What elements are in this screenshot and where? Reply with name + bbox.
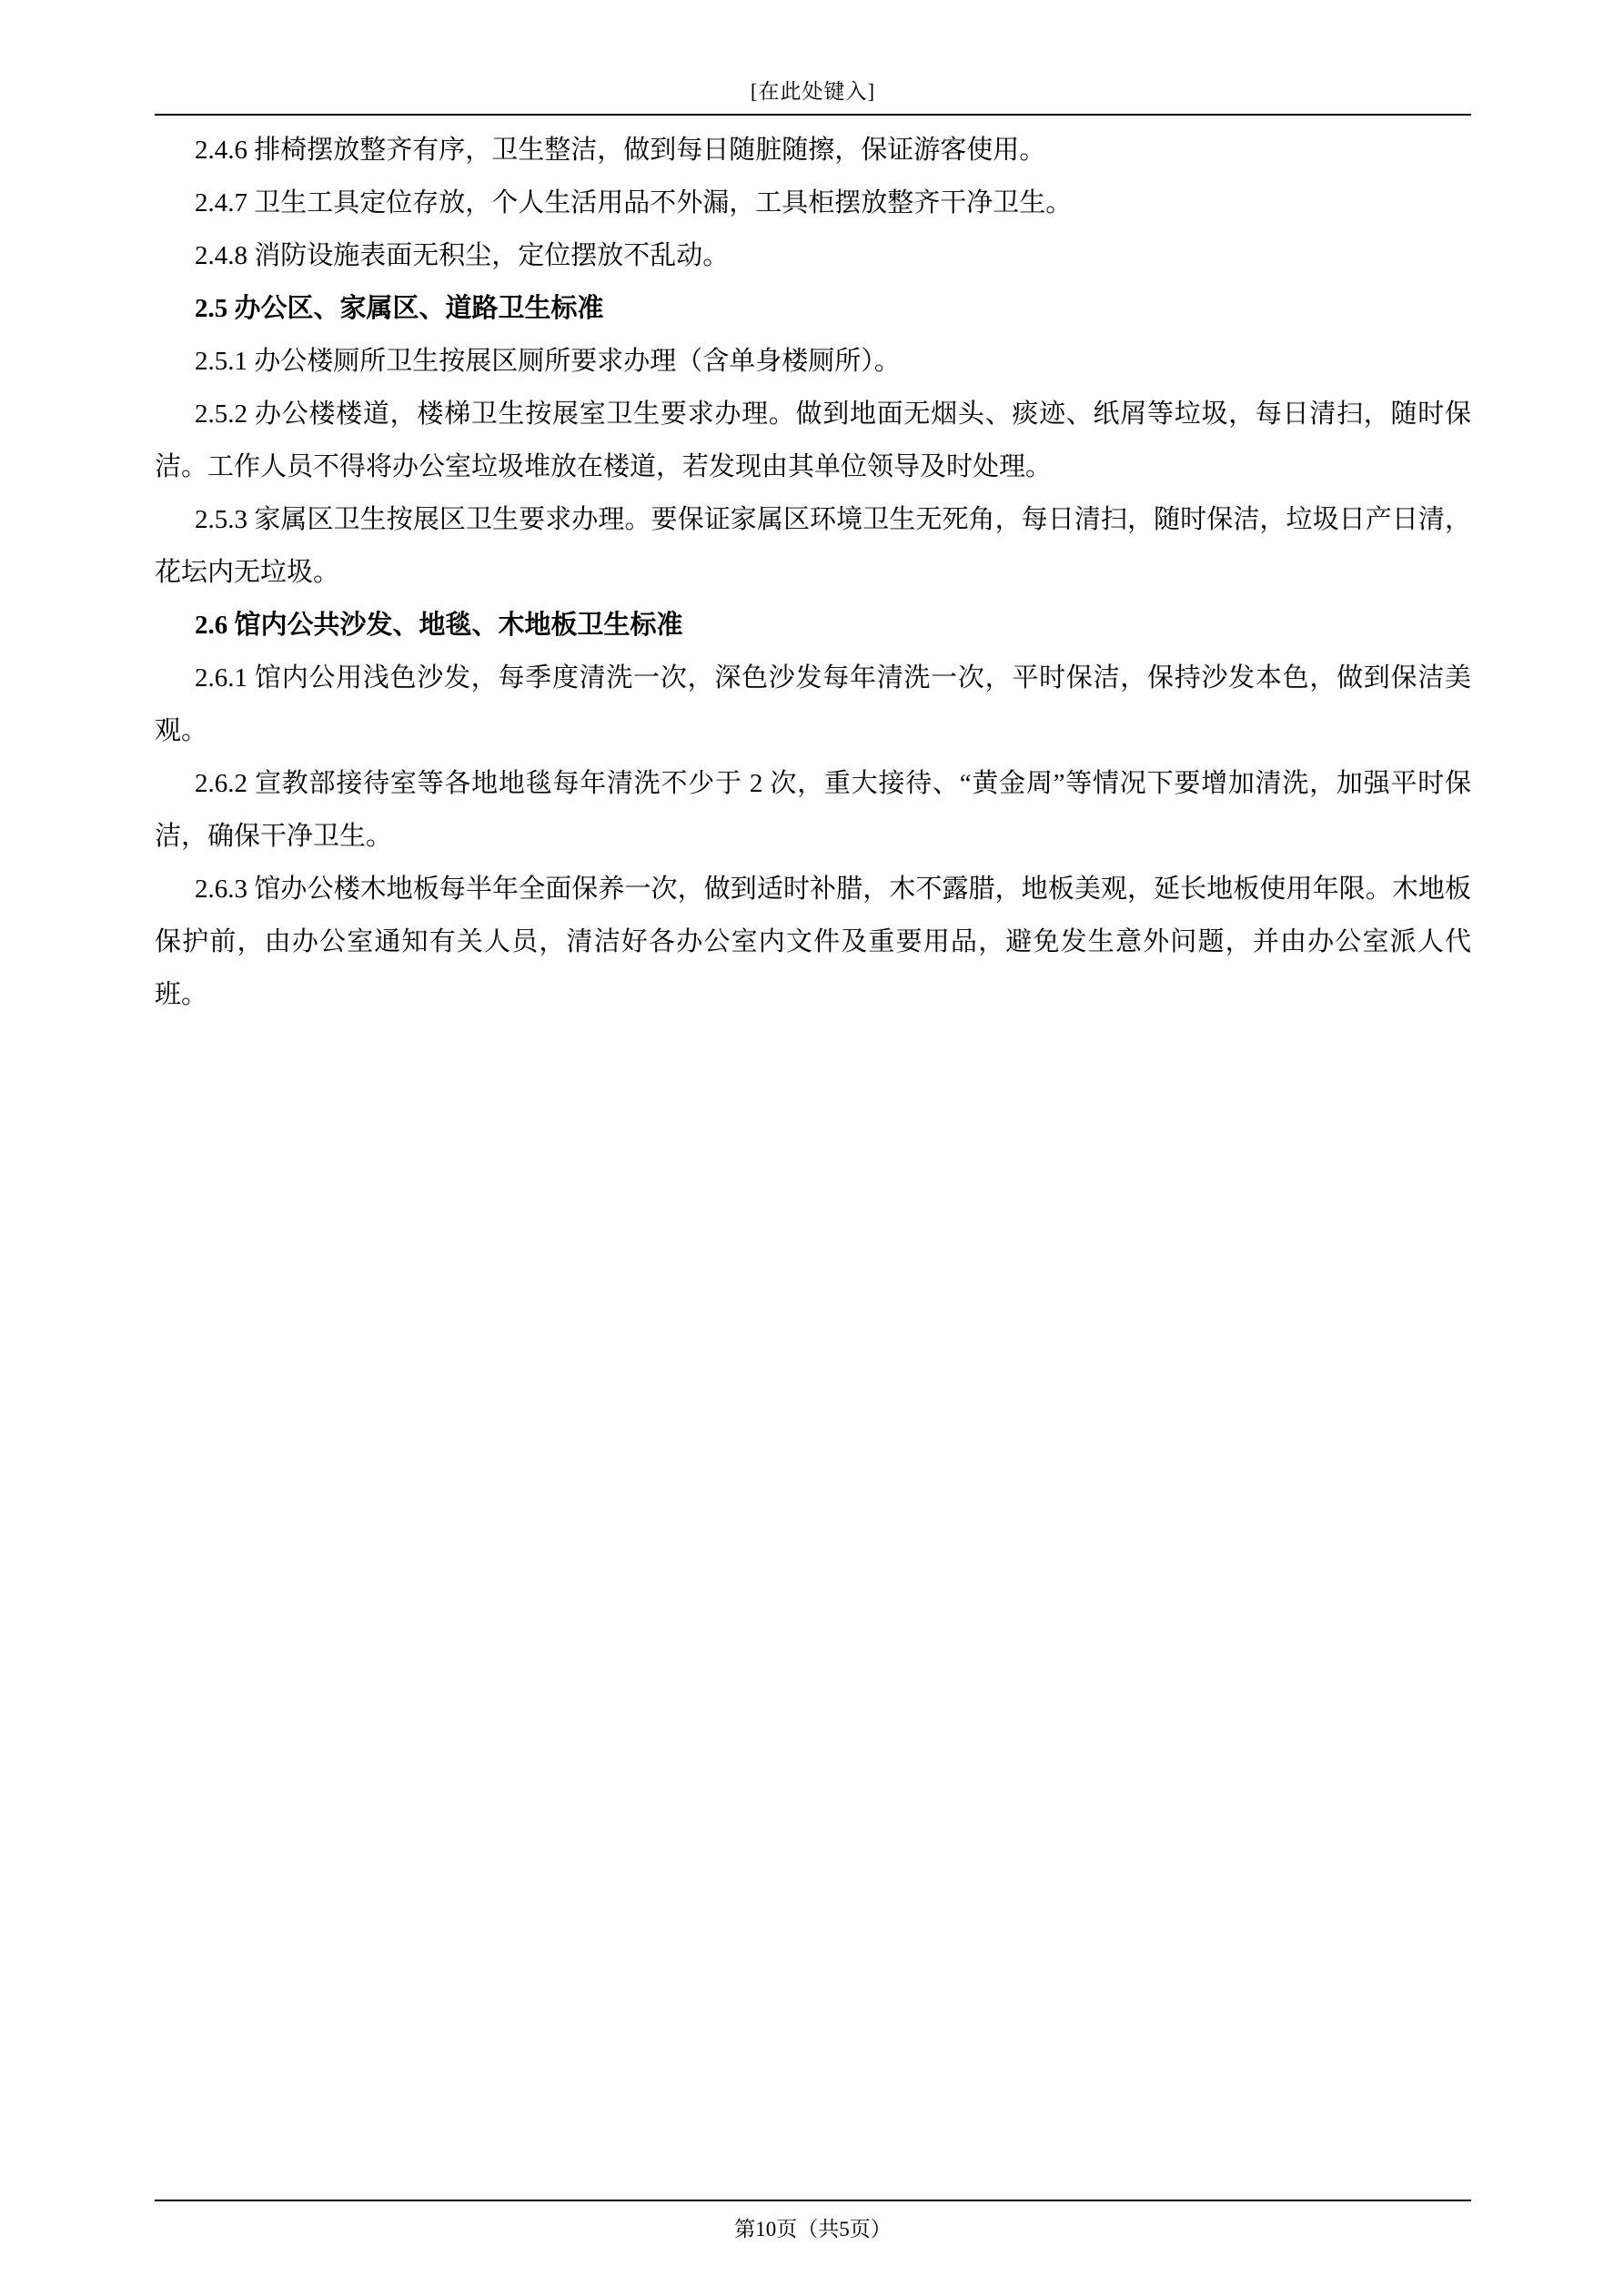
paragraph: 2.4.7 卫生工具定位存放，个人生活用品不外漏，工具柜摆放整齐干净卫生。 — [195, 188, 1073, 217]
section-heading: 2.6 馆内公共沙发、地毯、木地板卫生标准 — [195, 611, 683, 640]
header-rule — [155, 114, 1471, 116]
page-footer — [155, 2200, 1471, 2242]
paragraph: 2.6.2 宣教部接待室等各地地毯每年清洗不少于 2 次，重大接待、“黄金周”等情况下要增加清洗，加强平时保洁，确保干净卫生。 — [155, 769, 1471, 851]
page-header — [155, 0, 1471, 116]
section-heading: 2.5 办公区、家属区、道路卫生标准 — [195, 294, 604, 323]
document-body — [155, 124, 1471, 1021]
header-placeholder-text: [在此处键入] — [750, 80, 876, 103]
paragraph: 2.5.1 办公楼厕所卫生按展区厕所要求办理（含单身楼厕所）。 — [195, 347, 901, 376]
paragraph: 2.5.3 家属区卫生按展区卫生要求办理。要保证家属区环境卫生无死角，每日清扫，随时保洁，垃圾日产日清，花坛内无垃圾。 — [155, 505, 1471, 587]
paragraph: 2.4.6 排椅摆放整齐有序，卫生整洁，做到每日随脏随擦，保证游客使用。 — [195, 136, 1046, 165]
paragraph: 2.6.3 馆办公楼木地板每半年全面保养一次，做到适时补腊，木不露腊，地板美观，延长地板使用年限。木地板保护前，由办公室通知有关人员，清洁好各办公室内文件及重要用品，避免发生意外问题，并由办公室派人代班。 — [155, 875, 1471, 1009]
paragraph: 2.6.1 馆内公用浅色沙发，每季度清洗一次，深色沙发每年清洗一次，平时保洁，保持沙发本色，做到保洁美观。 — [155, 663, 1471, 745]
paragraph: 2.4.8 消防设施表面无积尘，定位摆放不乱动。 — [195, 241, 730, 270]
paragraph: 2.5.2 办公楼楼道，楼梯卫生按展室卫生要求办理。做到地面无烟头、痰迹、纸屑等垃圾，每日清扫，随时保洁。工作人员不得将办公室垃圾堆放在楼道，若发现由其单位领导及时处理。 — [155, 400, 1471, 481]
page-number-text: 第10页（共5页） — [734, 2218, 892, 2240]
